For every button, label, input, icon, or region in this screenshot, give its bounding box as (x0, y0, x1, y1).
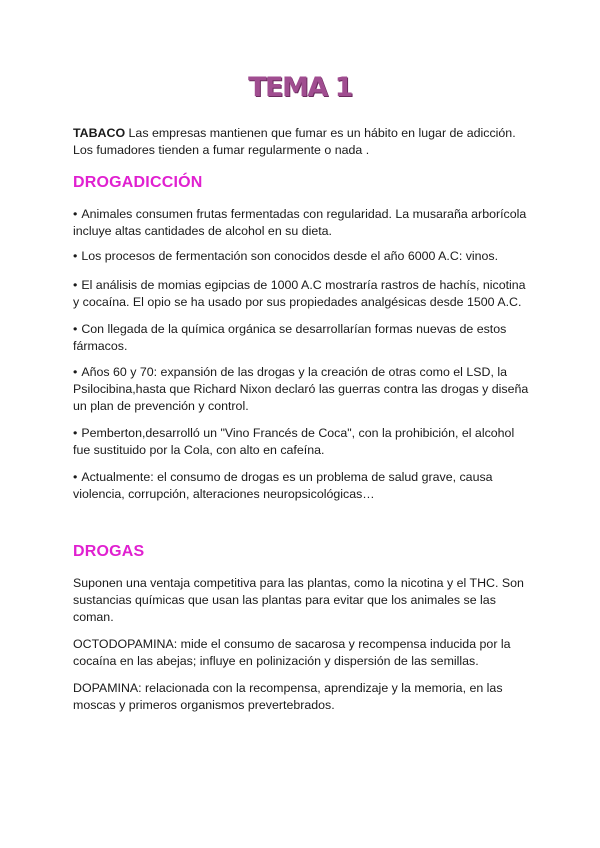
bullet-text: Pemberton,desarrolló un "Vino Francés de Coca", con la prohibición, el alcohol fue sustituido por la Cola, con alto en cafeína. (73, 426, 515, 457)
bullet-icon: • (73, 365, 78, 379)
body-paragraph: Suponen una ventaja competitiva para las plantas, como la nicotina y el THC. Son sustancias químicas que usan las plantas para evitar que los animales se las coman. (73, 576, 524, 624)
bullet-icon: • (73, 207, 78, 221)
body-paragraph: OCTODOPAMINA: mide el consumo de sacarosa y recompensa inducida por la cocaína en las abejas; influye en polinización y dispersión de las semillas. (73, 637, 511, 668)
bullet-text: Años 60 y 70: expansión de las drogas y la creación de otras como el LSD, la Psilocibina,hasta que Richard Nixon declaró las guerras contra las drogas y diseña un plan de prevención y control. (73, 365, 529, 413)
bullet-item (73, 277, 533, 311)
bullet-text: Los procesos de fermentación son conocidos desde el año 6000 A.C: vinos. (81, 249, 499, 263)
bullet-text: Con llegada de la química orgánica se desarrollarían formas nuevas de estos fármacos. (73, 322, 507, 353)
bullet-item (73, 469, 533, 503)
bullet-item (73, 248, 533, 265)
bullet-icon: • (73, 470, 78, 484)
page-title: TEMA 1 (248, 72, 352, 103)
bullet-text: Animales consumen frutas fermentadas con regularidad. La musaraña arborícola incluye altas cantidades de alcohol en su dieta. (73, 207, 527, 238)
bullet-item (73, 425, 533, 459)
bullet-icon: • (73, 249, 78, 263)
bullet-item (73, 321, 533, 355)
body-paragraph: DOPAMINA: relacionada con la recompensa, aprendizaje y la memoria, en las moscas y primeros organismos prevertebrados. (73, 681, 503, 712)
intro-paragraph (73, 125, 533, 159)
bullet-text: El análisis de momias egipcias de 1000 A.C mostraría rastros de hachís, nicotina y cocaína. El opio se ha usado por sus propiedades analgésicas desde 1500 A.C. (73, 278, 526, 309)
bullet-item (73, 364, 533, 415)
intro-lead: TABACO (73, 126, 126, 140)
intro-text: Las empresas mantienen que fumar es un hábito en lugar de adicción. Los fumadores tienden a fumar regularmente o nada . (73, 126, 516, 157)
section-heading-drogas: DROGAS (73, 543, 145, 560)
bullet-text: Actualmente: el consumo de drogas es un problema de salud grave, causa violencia, corrupción, alteraciones neuropsicológicas… (73, 470, 493, 501)
bullet-icon: • (73, 426, 78, 440)
section-heading-drogadiccion: DROGADICCIÓN (73, 174, 203, 191)
bullet-item (73, 206, 533, 240)
bullet-icon: • (73, 278, 78, 292)
bullet-icon: • (73, 322, 78, 336)
